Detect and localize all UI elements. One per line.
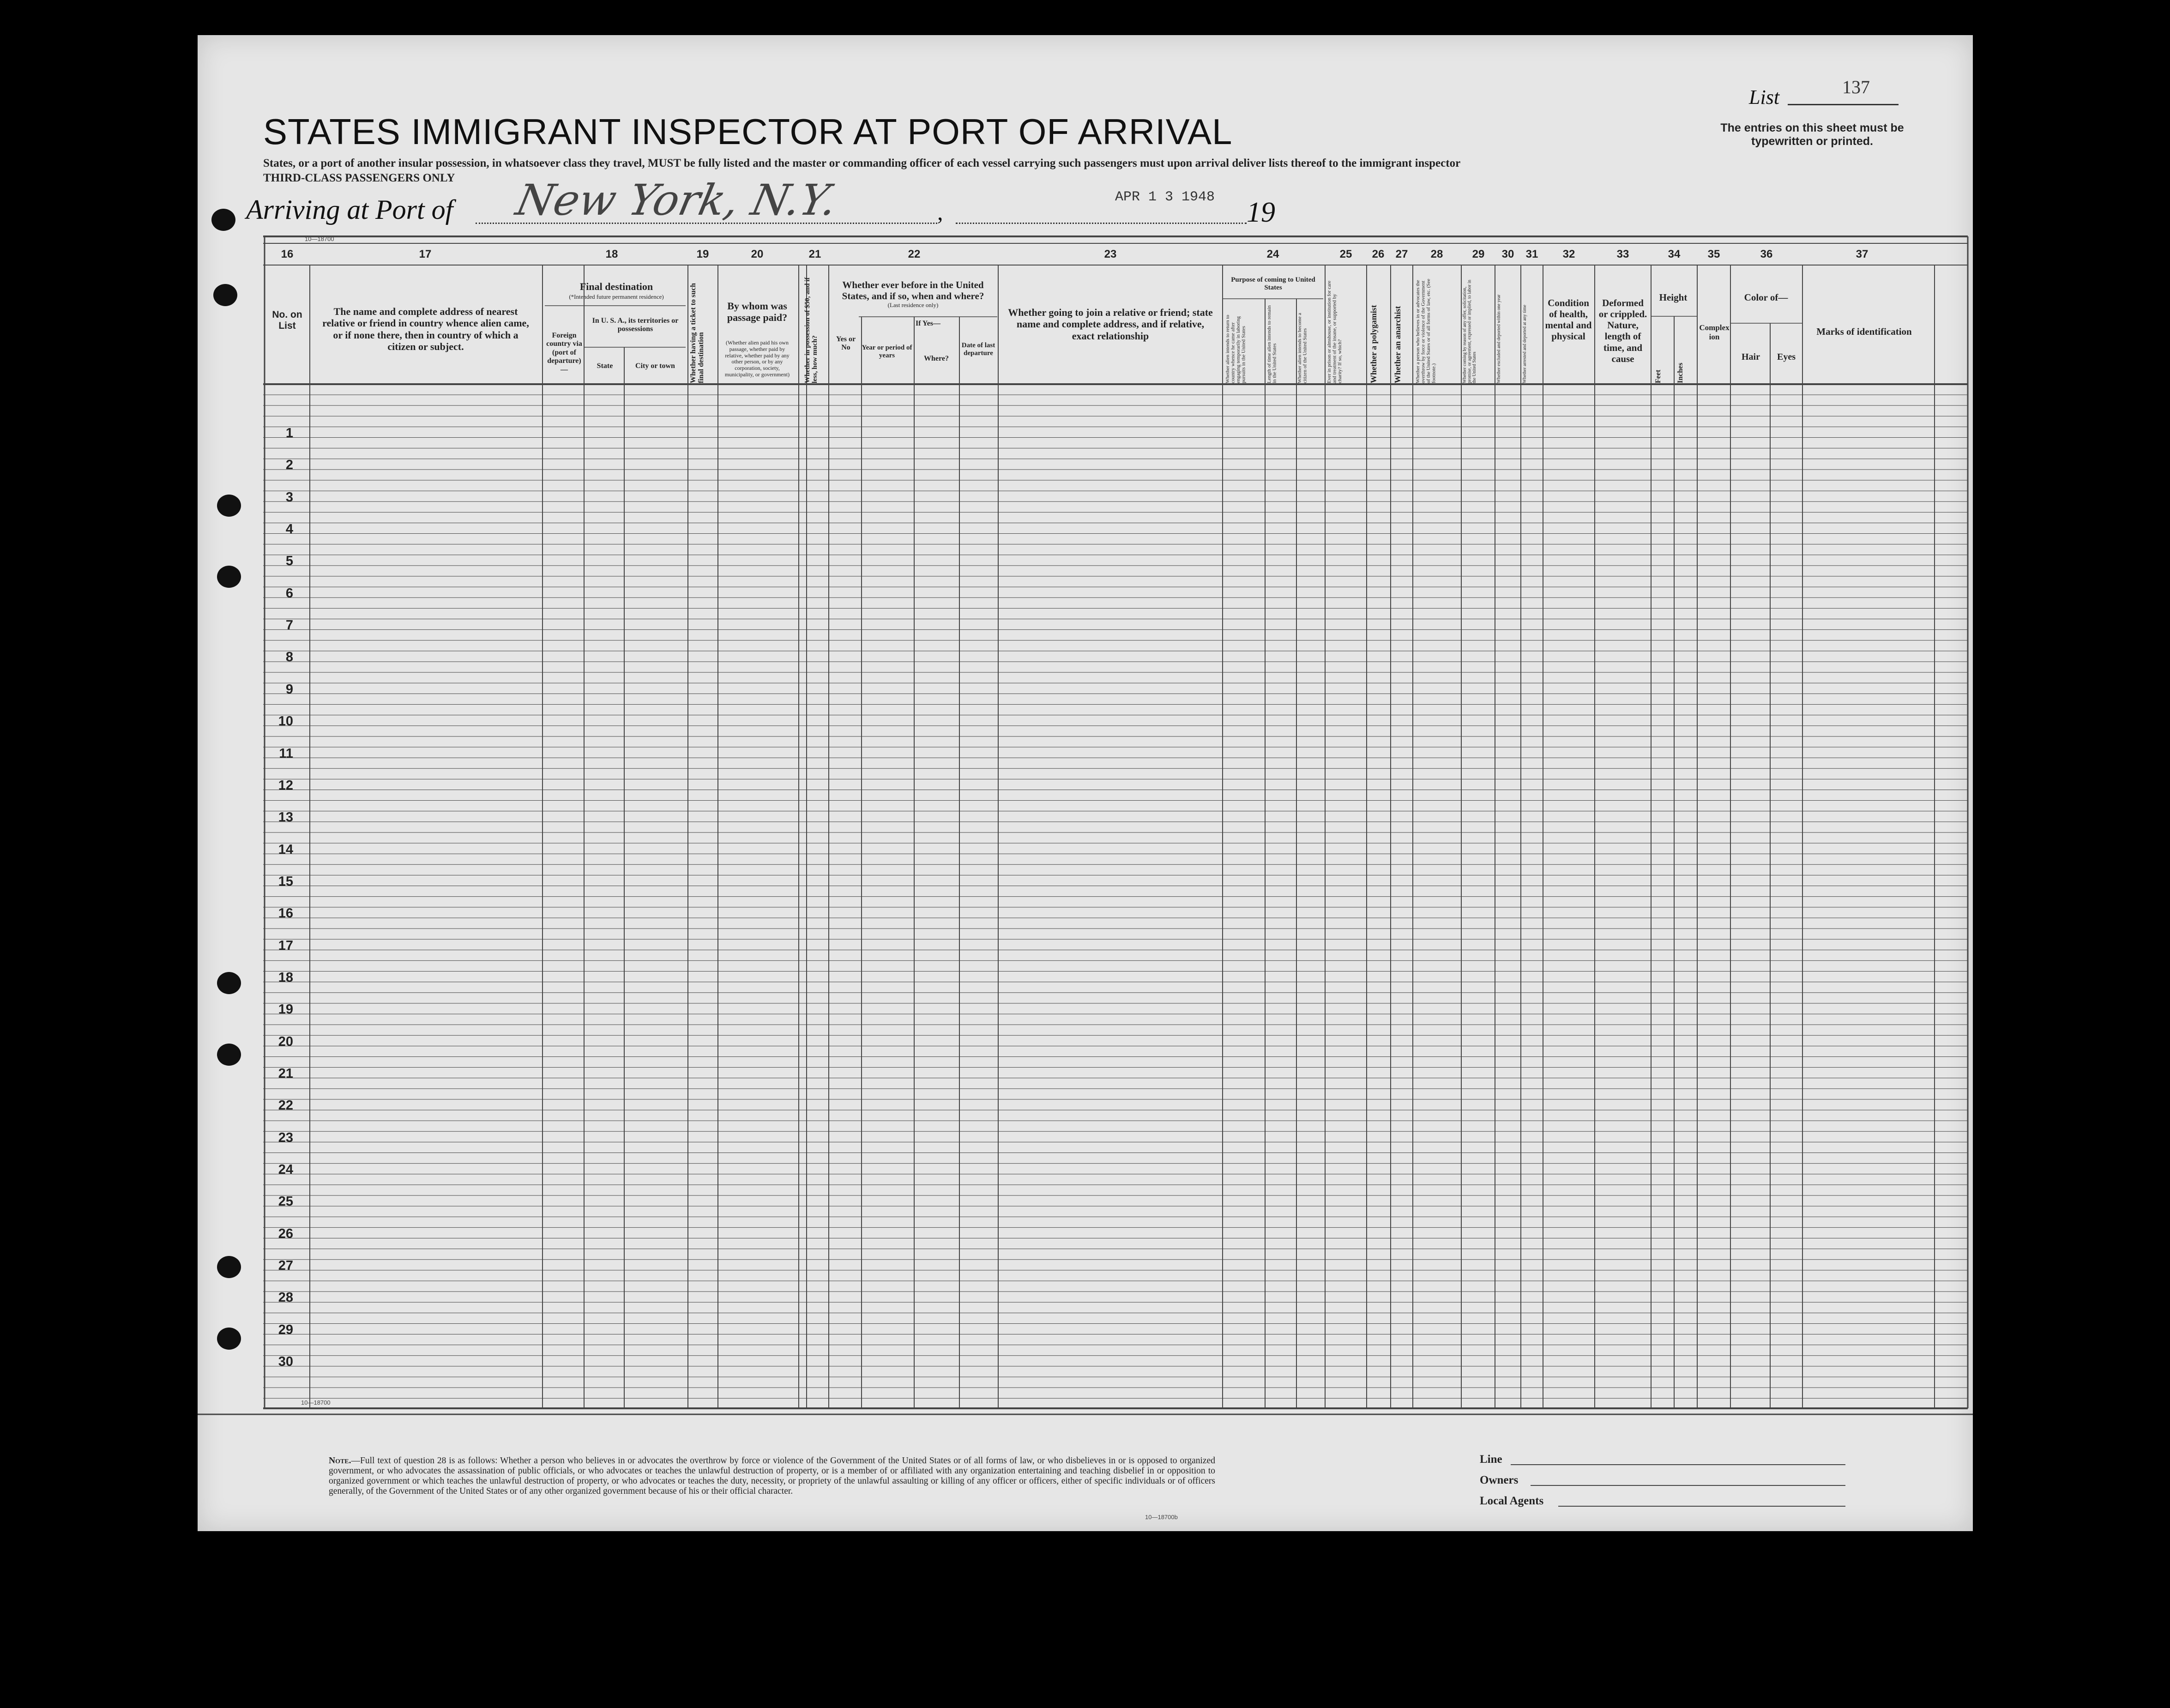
col-16-header: No. on List: [272, 309, 302, 332]
col-22-where: Where?: [924, 355, 949, 362]
row-number: 24: [278, 1162, 293, 1177]
column-number: 16: [281, 248, 294, 260]
col-22-year: Year or period of years: [862, 344, 912, 360]
column-number: 25: [1339, 248, 1352, 260]
signature-owners-label: Owners: [1480, 1474, 1519, 1486]
col-35-header: Complexion: [1699, 323, 1730, 341]
row-number: 17: [278, 938, 293, 953]
column-number: 32: [1562, 248, 1575, 260]
row-number: 29: [278, 1322, 293, 1337]
column-number: 27: [1395, 248, 1408, 260]
comma: ,: [937, 199, 943, 225]
col-18-foreign: Foreign country via (port of departure)—: [546, 332, 582, 374]
col-18-city: City or town: [635, 362, 675, 370]
row-number: 16: [278, 906, 293, 921]
footnote-label: Note.: [329, 1456, 351, 1466]
col-18-sub: (*Intended future permanent residence): [569, 293, 664, 300]
row-number: 7: [285, 618, 293, 633]
column-number: 28: [1430, 248, 1443, 260]
row-number: 19: [278, 1002, 293, 1017]
col-31-header: Whether arrested and deported at any time: [1522, 305, 1527, 383]
row-number: 13: [278, 810, 293, 825]
form-number-top: 10—18700: [305, 235, 334, 242]
footnote-text: —Full text of question 28 is as follows: Whether a person who believes in or advocates the overthrow by force or violence of the Government of the United States or of all forms of law, or who disbelieves in or is opposed to organized government, or who advocates the assassination of public officials, or who advocates or teaches the unlawful destruction of property, or is a member of or affiliated with any organization entertaining and teaching disbelief in or opposition to organized government or which teaches the unlawful destruction of property, or who advocates or teaches the duty, necessity, or propriety of the unlawful assaulting or killing of any officer or officers, either of specific individuals or of officers generally, of the Government of the United States or of any other organized government because of his or their official character.: [329, 1456, 1215, 1496]
col-36-hair: Hair: [1742, 352, 1760, 362]
form-number-bottom: 10—18700: [301, 1399, 331, 1406]
arriving-label: Arriving at Port of: [246, 194, 453, 225]
col-21-header: Whether in possession of $50, and if less, how much?: [804, 277, 819, 383]
port-handwritten: New York, N.Y.: [512, 175, 842, 225]
column-number: 30: [1501, 248, 1514, 260]
column-number: 24: [1266, 248, 1279, 260]
row-number: 26: [278, 1226, 293, 1241]
col-23-header: Whether going to join a relative or friend; state name and complete address, and if relative, exact relationship: [1008, 307, 1213, 342]
col-24-return: Whether alien intends to return to country whence he came after engaging temporarily in laboring pursuits in the United States: [1225, 314, 1247, 383]
column-number: 19: [696, 248, 709, 260]
col-20-note: (Whether alien paid his own passage, whether paid by relative, whether paid by any other person, or by any corporation, society, municipality, or government): [724, 339, 790, 378]
col-33-header: Deformed or crippled. Nature, length of time, and cause: [1598, 297, 1647, 364]
date-stamp: APR 1 3 1948: [1115, 189, 1215, 205]
row-number: 15: [278, 874, 293, 889]
page-title: STATES IMMIGRANT INSPECTOR AT PORT OF ARRIVAL: [263, 111, 1233, 152]
column-number: 36: [1760, 248, 1773, 260]
row-number: 2: [285, 458, 293, 473]
col-26-header: Whether a polygamist: [1369, 305, 1378, 383]
column-number: 21: [808, 248, 821, 260]
col-34-inches: Inches: [1676, 362, 1684, 383]
col-22-yesno: Yes or No: [836, 335, 856, 352]
col-22-ifyes: If Yes—: [915, 320, 941, 327]
row-number: 23: [278, 1130, 293, 1145]
row-number: 11: [279, 746, 293, 761]
column-number: 29: [1472, 248, 1485, 260]
col-19-header: Whether having a ticket to such final destination: [689, 283, 705, 383]
column-number: 37: [1856, 248, 1869, 260]
row-number: 21: [278, 1066, 293, 1081]
col-25-header: Ever in prison or almshouse, or institution for care and treatment of the insane, or supported by charity? If so, which?: [1326, 280, 1343, 383]
row-number: 8: [285, 650, 293, 665]
row-number: 30: [278, 1354, 293, 1370]
column-number: 33: [1616, 248, 1629, 260]
col-18-usa: In U. S. A., its territories or possessions: [592, 317, 679, 333]
row-number: 25: [278, 1194, 293, 1209]
form-number-footnote: 10—18700b: [1145, 1514, 1178, 1521]
col-29-header: Whether coming by reason of any offer, solicitation, promise, or agreement, expressed or implied, to labor in the United States: [1462, 279, 1477, 383]
footnote: [329, 1456, 1215, 1497]
col-34-title: Height: [1659, 292, 1688, 303]
class-line: THIRD-CLASS PASSENGERS ONLY: [263, 172, 455, 184]
row-number: 1: [285, 426, 293, 441]
row-number: 4: [285, 522, 293, 537]
signature-agents-rule: [1558, 1506, 1845, 1507]
column-number: 23: [1104, 248, 1117, 260]
signature-agents-label: Local Agents: [1480, 1495, 1544, 1507]
col-22-sub: (Last residence only): [887, 302, 939, 308]
row-number: 10: [278, 714, 293, 729]
row-number: 5: [285, 554, 293, 569]
row-number: 28: [278, 1290, 293, 1305]
col-28-header: Whether a person who believes in or advocates the overthrow by force or violence of the Government of the United States or of all forms of law, etc. (See footnote.): [1415, 278, 1437, 383]
entries-note: The entries on this sheet must be typewritten or printed.: [1720, 121, 1904, 148]
col-18-state: State: [597, 362, 613, 370]
signature-owners-rule: [1531, 1485, 1845, 1486]
col-24-length: Length of time alien intends to remain in the United States: [1266, 305, 1278, 383]
col-22-title: Whether ever before in the United States, and if so, when and where?: [842, 279, 984, 302]
column-number: 26: [1372, 248, 1385, 260]
col-24-citizen: Whether alien intends to become a citizen of the United States: [1297, 313, 1308, 383]
row-number: 22: [278, 1098, 293, 1113]
col-22-date: Date of last departure: [961, 342, 995, 357]
col-18-title: Final destination: [579, 281, 653, 292]
row-number: 27: [278, 1258, 293, 1273]
column-number: 18: [605, 248, 618, 260]
list-number: 137: [1842, 77, 1870, 97]
col-27-header: Whether an anarchist: [1393, 306, 1402, 383]
row-number: 14: [278, 842, 293, 857]
col-17-header: The name and complete address of nearest relative or friend in country whence alien came, or if none there, then in country of which a citizen or subject.: [322, 306, 529, 352]
year-prefix: 19: [1247, 197, 1275, 228]
column-number: 34: [1668, 248, 1681, 260]
column-number: 20: [751, 248, 764, 260]
signature-line-rule: [1511, 1464, 1845, 1465]
column-number: 35: [1707, 248, 1720, 260]
row-number: 20: [278, 1034, 293, 1049]
row-number: 3: [285, 489, 293, 505]
col-30-header: Whether excluded and deported within one year: [1496, 294, 1501, 383]
list-label: List: [1749, 86, 1780, 109]
column-number: 31: [1525, 248, 1538, 260]
col-24-title: Purpose of coming to United States: [1231, 276, 1315, 292]
row-number: 6: [285, 585, 293, 601]
col-36-title: Color of—: [1744, 292, 1788, 303]
row-number: 12: [278, 778, 293, 793]
subtitle-line: States, or a port of another insular possession, in whatsoever class they travel, MUST be fully listed and the master or commanding officer of each vessel carrying such passengers must upon arrival deliver lists thereof to the immigrant inspector: [263, 157, 1461, 169]
row-number: 18: [278, 970, 293, 985]
col-20-title: By whom was passage paid?: [727, 300, 788, 324]
column-number: 22: [908, 248, 921, 260]
signature-line-label: Line: [1480, 1453, 1502, 1466]
col-34-feet: Feet: [1654, 369, 1662, 383]
col-36-eyes: Eyes: [1777, 352, 1796, 362]
col-37-header: Marks of identification: [1816, 326, 1912, 337]
col-32-header: Condition of health, mental and physical: [1545, 297, 1592, 342]
column-number: 17: [419, 248, 432, 260]
row-number: 9: [285, 682, 293, 697]
